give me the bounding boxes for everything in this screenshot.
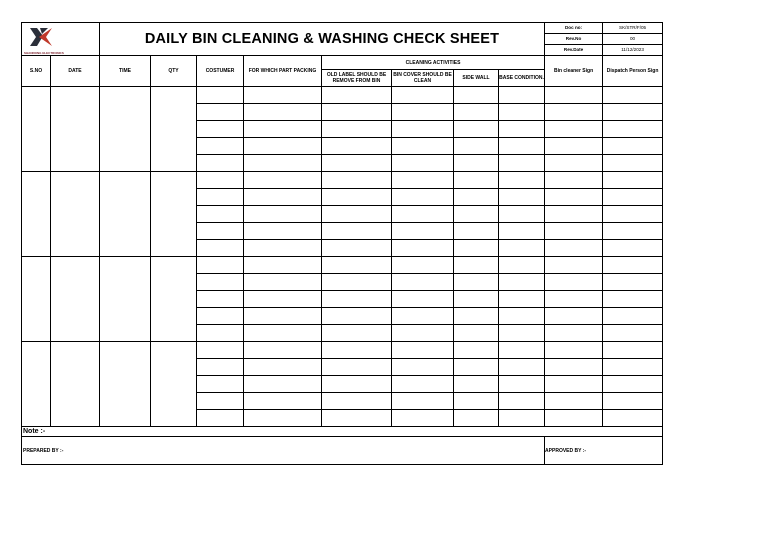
table-cell[interactable]: [545, 325, 603, 342]
table-cell[interactable]: [454, 189, 499, 206]
table-cell[interactable]: [392, 274, 454, 291]
table-cell[interactable]: [603, 308, 663, 325]
table-cell[interactable]: [322, 223, 392, 240]
table-cell[interactable]: [100, 172, 151, 257]
table-cell[interactable]: [392, 138, 454, 155]
table-cell[interactable]: [603, 87, 663, 104]
table-cell[interactable]: [454, 376, 499, 393]
table-row: [22, 342, 663, 359]
rev-date-value: 11/12/2023: [603, 45, 663, 56]
table-cell[interactable]: [454, 104, 499, 121]
table-cell[interactable]: [454, 342, 499, 359]
table-cell[interactable]: [151, 342, 197, 427]
table-cell[interactable]: [603, 274, 663, 291]
table-cell[interactable]: [545, 342, 603, 359]
table-cell[interactable]: [197, 189, 244, 206]
logo-cell: [22, 23, 100, 56]
table-cell[interactable]: [603, 223, 663, 240]
table-cell[interactable]: [499, 223, 545, 240]
table-cell[interactable]: [499, 104, 545, 121]
table-cell[interactable]: [197, 325, 244, 342]
col-sno: S.NO: [22, 56, 51, 87]
table-cell[interactable]: [22, 172, 51, 257]
table-cell[interactable]: [392, 308, 454, 325]
table-cell[interactable]: [322, 410, 392, 427]
table-cell[interactable]: [197, 376, 244, 393]
table-cell[interactable]: [322, 291, 392, 308]
table-cell[interactable]: [499, 155, 545, 172]
table-cell[interactable]: [197, 257, 244, 274]
table-cell[interactable]: [454, 121, 499, 138]
table-cell[interactable]: [244, 342, 322, 359]
table-cell[interactable]: [499, 87, 545, 104]
table-cell[interactable]: [545, 104, 603, 121]
table-cell[interactable]: [392, 172, 454, 189]
table-cell[interactable]: [244, 240, 322, 257]
table-cell[interactable]: [100, 342, 151, 427]
col-time: TIME: [100, 56, 151, 87]
table-cell[interactable]: [322, 87, 392, 104]
table-cell[interactable]: [392, 189, 454, 206]
table-cell[interactable]: [545, 359, 603, 376]
table-cell[interactable]: [244, 138, 322, 155]
doc-no-label: Doc no:: [545, 23, 603, 34]
data-rows: [22, 87, 663, 427]
table-cell[interactable]: [499, 342, 545, 359]
col-date: DATE: [51, 56, 100, 87]
col-customer: COSTUMER: [197, 56, 244, 87]
table-cell[interactable]: [499, 257, 545, 274]
table-cell[interactable]: [603, 257, 663, 274]
table-cell[interactable]: [322, 274, 392, 291]
table-cell[interactable]: [197, 155, 244, 172]
table-cell[interactable]: [392, 87, 454, 104]
table-cell[interactable]: [454, 172, 499, 189]
company-logo-icon: [28, 26, 54, 48]
table-cell[interactable]: [197, 359, 244, 376]
doc-no-value: SK/STR/F/05: [603, 23, 663, 34]
table-cell[interactable]: [499, 291, 545, 308]
table-cell[interactable]: [151, 87, 197, 172]
table-cell[interactable]: [545, 189, 603, 206]
table-cell[interactable]: [197, 342, 244, 359]
table-cell[interactable]: [244, 291, 322, 308]
table-cell[interactable]: [197, 104, 244, 121]
check-sheet-table: [21, 22, 663, 465]
table-cell[interactable]: [603, 359, 663, 376]
table-cell[interactable]: [454, 87, 499, 104]
table-cell[interactable]: [244, 359, 322, 376]
table-cell[interactable]: [545, 87, 603, 104]
table-cell[interactable]: [100, 87, 151, 172]
table-cell[interactable]: [244, 155, 322, 172]
table-cell[interactable]: [603, 291, 663, 308]
table-cell[interactable]: [499, 359, 545, 376]
table-cell[interactable]: [244, 121, 322, 138]
table-cell[interactable]: [392, 104, 454, 121]
table-cell[interactable]: [545, 240, 603, 257]
table-cell[interactable]: [197, 410, 244, 427]
table-cell[interactable]: [603, 121, 663, 138]
table-cell[interactable]: [244, 104, 322, 121]
col-cleaning-activities: CLEANING ACTIVITIES: [322, 56, 545, 70]
table-cell[interactable]: [499, 308, 545, 325]
rev-no-label: Rev.No: [545, 34, 603, 45]
check-sheet: [21, 22, 662, 465]
table-cell[interactable]: [244, 257, 322, 274]
table-cell[interactable]: [322, 189, 392, 206]
table-cell[interactable]: [545, 223, 603, 240]
table-cell[interactable]: [244, 172, 322, 189]
table-cell[interactable]: [392, 206, 454, 223]
table-cell[interactable]: [454, 291, 499, 308]
table-cell[interactable]: [603, 342, 663, 359]
table-cell[interactable]: [244, 410, 322, 427]
col-cleaner-sign: Bin cleaner Sign: [545, 56, 603, 87]
table-cell[interactable]: [100, 257, 151, 342]
table-cell[interactable]: [392, 223, 454, 240]
prepared-by-label: PREPARED BY :-: [22, 437, 545, 465]
table-cell[interactable]: [197, 121, 244, 138]
table-cell[interactable]: [454, 359, 499, 376]
table-cell[interactable]: [197, 291, 244, 308]
table-cell[interactable]: [322, 257, 392, 274]
table-cell[interactable]: [322, 342, 392, 359]
table-cell[interactable]: [322, 155, 392, 172]
table-cell[interactable]: [322, 240, 392, 257]
table-cell[interactable]: [454, 308, 499, 325]
table-cell[interactable]: [22, 87, 51, 172]
table-cell[interactable]: [22, 257, 51, 342]
table-cell[interactable]: [499, 325, 545, 342]
table-cell[interactable]: [454, 240, 499, 257]
table-cell[interactable]: [454, 274, 499, 291]
table-cell[interactable]: [151, 257, 197, 342]
page-title: DAILY BIN CLEANING & WASHING CHECK SHEET: [100, 23, 545, 56]
table-cell[interactable]: [603, 206, 663, 223]
table-cell[interactable]: [197, 87, 244, 104]
table-cell[interactable]: [244, 393, 322, 410]
table-cell[interactable]: [322, 393, 392, 410]
table-cell[interactable]: [392, 359, 454, 376]
col-bin-cover: BIN COVER SHOULD BE CLEAN: [392, 70, 454, 87]
table-cell[interactable]: [545, 121, 603, 138]
table-cell[interactable]: [244, 87, 322, 104]
table-cell[interactable]: [392, 393, 454, 410]
table-cell[interactable]: [603, 393, 663, 410]
table-cell[interactable]: [392, 376, 454, 393]
table-cell[interactable]: [454, 206, 499, 223]
table-row: [22, 257, 663, 274]
company-name: SHANDONG ELECTRONICS: [24, 51, 64, 55]
table-cell[interactable]: [392, 291, 454, 308]
table-cell[interactable]: [392, 342, 454, 359]
table-cell[interactable]: [197, 223, 244, 240]
table-cell[interactable]: [454, 325, 499, 342]
table-cell[interactable]: [322, 376, 392, 393]
table-cell[interactable]: [51, 87, 100, 172]
table-cell[interactable]: [499, 274, 545, 291]
table-cell[interactable]: [545, 410, 603, 427]
table-cell[interactable]: [454, 257, 499, 274]
table-row: [22, 172, 663, 189]
table-cell[interactable]: [392, 155, 454, 172]
table-cell[interactable]: [603, 155, 663, 172]
table-cell[interactable]: [197, 206, 244, 223]
table-cell[interactable]: [244, 274, 322, 291]
table-cell[interactable]: [322, 121, 392, 138]
table-cell[interactable]: [545, 257, 603, 274]
table-cell[interactable]: [545, 393, 603, 410]
table-cell[interactable]: [545, 155, 603, 172]
table-cell[interactable]: [499, 410, 545, 427]
table-cell[interactable]: [499, 376, 545, 393]
table-cell[interactable]: [197, 393, 244, 410]
table-cell[interactable]: [244, 206, 322, 223]
table-cell[interactable]: [603, 325, 663, 342]
col-base: BASE CONDITION.: [499, 70, 545, 87]
table-cell[interactable]: [322, 325, 392, 342]
table-cell[interactable]: [603, 410, 663, 427]
table-cell[interactable]: [499, 393, 545, 410]
note-label: Note :-: [22, 427, 663, 437]
table-cell[interactable]: [454, 393, 499, 410]
table-cell[interactable]: [603, 172, 663, 189]
table-cell[interactable]: [244, 308, 322, 325]
table-cell[interactable]: [603, 104, 663, 121]
table-cell[interactable]: [545, 138, 603, 155]
table-cell[interactable]: [392, 410, 454, 427]
col-dispatch-sign: Dispatch Person Sign: [603, 56, 663, 87]
table-cell[interactable]: [545, 172, 603, 189]
table-cell[interactable]: [499, 172, 545, 189]
table-cell[interactable]: [392, 257, 454, 274]
table-cell[interactable]: [545, 206, 603, 223]
table-cell[interactable]: [499, 189, 545, 206]
table-cell[interactable]: [197, 240, 244, 257]
rev-no-value: 00: [603, 34, 663, 45]
table-cell[interactable]: [545, 274, 603, 291]
table-cell[interactable]: [545, 308, 603, 325]
table-row: [22, 87, 663, 104]
table-cell[interactable]: [197, 172, 244, 189]
table-cell[interactable]: [454, 410, 499, 427]
table-cell[interactable]: [499, 138, 545, 155]
table-cell[interactable]: [244, 223, 322, 240]
table-cell[interactable]: [322, 104, 392, 121]
table-cell[interactable]: [454, 155, 499, 172]
col-qty: QTY: [151, 56, 197, 87]
table-cell[interactable]: [244, 376, 322, 393]
table-cell[interactable]: [51, 257, 100, 342]
table-cell[interactable]: [322, 138, 392, 155]
table-cell[interactable]: [322, 308, 392, 325]
table-cell[interactable]: [322, 172, 392, 189]
rev-date-label: Rev.Date: [545, 45, 603, 56]
table-cell[interactable]: [151, 172, 197, 257]
table-cell[interactable]: [454, 223, 499, 240]
table-cell[interactable]: [454, 138, 499, 155]
table-cell[interactable]: [244, 325, 322, 342]
table-cell[interactable]: [51, 342, 100, 427]
table-cell[interactable]: [545, 291, 603, 308]
table-cell[interactable]: [197, 308, 244, 325]
table-cell[interactable]: [322, 206, 392, 223]
col-part: FOR WHICH PART PACKING: [244, 56, 322, 87]
table-cell[interactable]: [392, 121, 454, 138]
col-side-wall: SIDE WALL: [454, 70, 499, 87]
table-cell[interactable]: [322, 359, 392, 376]
approved-by-label: APPROVED BY :-: [545, 437, 663, 465]
table-cell[interactable]: [603, 240, 663, 257]
table-cell[interactable]: [244, 189, 322, 206]
table-cell[interactable]: [197, 138, 244, 155]
table-cell[interactable]: [51, 172, 100, 257]
table-cell[interactable]: [499, 240, 545, 257]
table-cell[interactable]: [392, 325, 454, 342]
col-old-label: OLD LABEL SHOULD BE REMOVE FROM BIN: [322, 70, 392, 87]
table-cell[interactable]: [22, 342, 51, 427]
table-cell[interactable]: [603, 189, 663, 206]
table-cell[interactable]: [603, 138, 663, 155]
table-cell[interactable]: [392, 240, 454, 257]
table-cell[interactable]: [603, 376, 663, 393]
table-cell[interactable]: [545, 376, 603, 393]
table-cell[interactable]: [499, 206, 545, 223]
table-cell[interactable]: [499, 121, 545, 138]
table-cell[interactable]: [197, 274, 244, 291]
